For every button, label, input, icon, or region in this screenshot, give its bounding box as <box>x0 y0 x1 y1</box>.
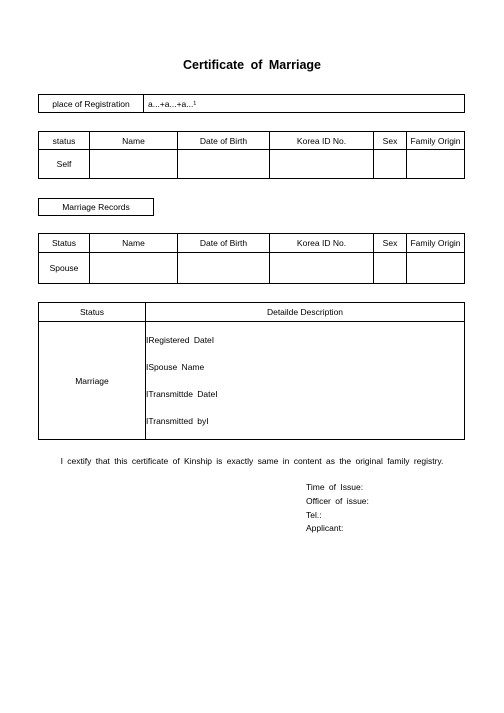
header-id: Korea ID No. <box>270 132 374 150</box>
cell-family-origin <box>407 253 465 284</box>
cell-id <box>270 253 374 284</box>
page-title: Certificate of Marriage <box>183 58 321 72</box>
field-spouse-name: ISpouse Name <box>146 362 205 372</box>
registration-table <box>38 94 465 113</box>
row-label-self: Self <box>39 150 90 179</box>
marriage-records-label: Marriage Records <box>38 198 154 216</box>
cell-sex <box>374 253 407 284</box>
header-family-origin: Family Origin <box>407 234 465 253</box>
detail-description-header: Detailde Description <box>146 303 465 322</box>
header-id: Korea ID No. <box>270 234 374 253</box>
field-transmitted-by: ITransmitted byI <box>146 416 209 426</box>
issue-tel-label: Tel.: <box>306 510 322 520</box>
header-name: Name <box>90 234 178 253</box>
header-dob: Date of Birth <box>178 234 270 253</box>
header-sex: Sex <box>374 234 407 253</box>
cell-dob <box>178 253 270 284</box>
issue-applicant-label: Applicant: <box>306 523 344 533</box>
cell-sex <box>374 150 407 179</box>
issue-officer-label: Officer of issue: <box>306 496 369 506</box>
registration-label: place of Registration <box>39 95 144 113</box>
registration-value: a...+a...+a...¹ <box>144 95 465 113</box>
detail-status-header: Status <box>39 303 146 322</box>
cell-family-origin <box>407 150 465 179</box>
detail-table <box>38 302 465 440</box>
header-status: Status <box>39 234 90 253</box>
header-dob: Date of Birth <box>178 132 270 150</box>
header-status: status <box>39 132 90 150</box>
field-registered-date: IRegistered DateI <box>146 335 215 345</box>
cell-id <box>270 150 374 179</box>
row-label-spouse: Spouse <box>39 253 90 284</box>
certification-statement: I cextify that this certificate of Kinship is exactly same in content as the original family registry. <box>60 456 444 466</box>
header-sex: Sex <box>374 132 407 150</box>
cell-dob <box>178 150 270 179</box>
field-transmitted-date: ITransmittde DateI <box>146 389 218 399</box>
detail-status-value: Marriage <box>39 322 146 440</box>
header-name: Name <box>90 132 178 150</box>
cell-name <box>90 150 178 179</box>
issue-time-label: Time of Issue: <box>306 482 364 492</box>
cell-name <box>90 253 178 284</box>
header-family-origin: Family Origin <box>407 132 465 150</box>
spouse-table <box>38 233 465 284</box>
person-table <box>38 131 465 179</box>
